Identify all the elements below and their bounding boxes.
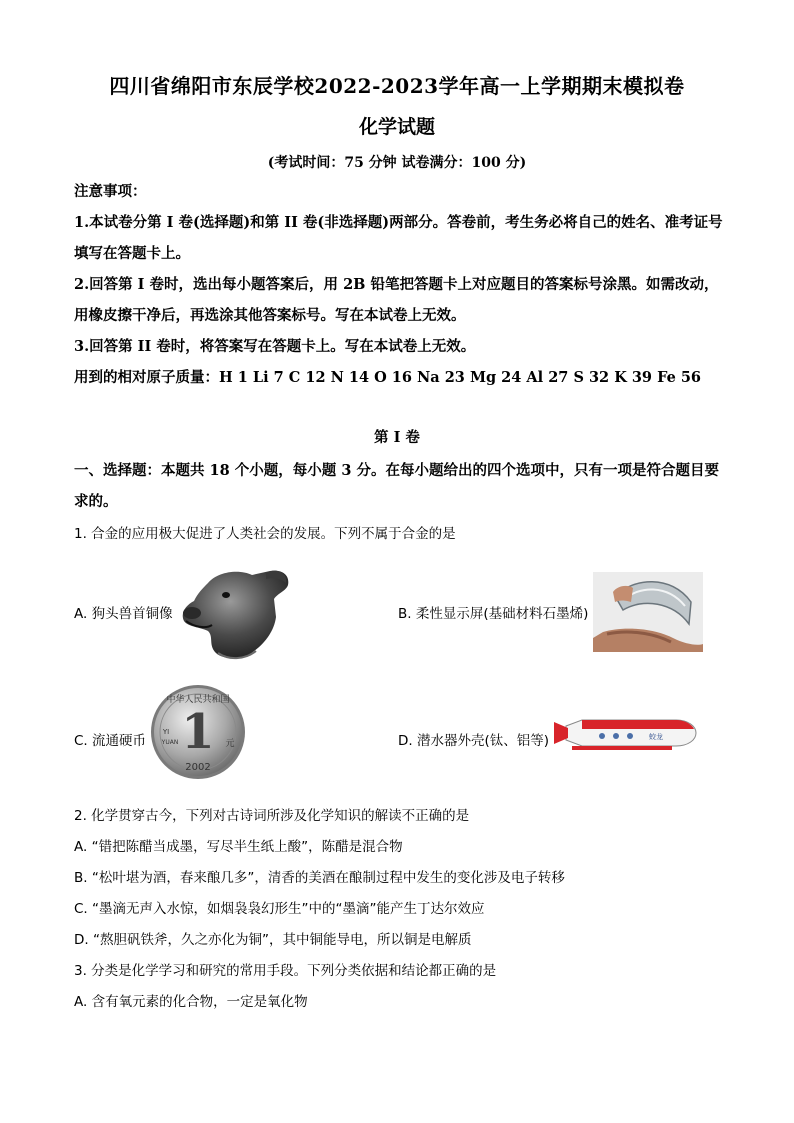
question-1-option-d: D. 潜水器外壳(钛、铝等) — [398, 733, 550, 749]
submersible-image — [552, 712, 698, 754]
question-1-option-a: A. 狗头兽首铜像 — [74, 606, 173, 622]
question-1-option-c: C. 流通硬币 — [74, 733, 147, 749]
atomic-masses: 用到的相对原子质量：H 1 Li 7 C 12 N 14 O 16 Na 23 Mg 24 Al 27 S 32 K 39 Fe 56 — [74, 369, 702, 386]
question-1-stem: 1. 合金的应用极大促进了人类社会的发展。下列不属于合金的是 — [74, 526, 456, 542]
question-2-option-b: B. “松叶堪为酒，春来酿几多”，清香的美酒在酿制过程中发生的变化涉及电子转移 — [74, 870, 565, 886]
exam-subject: 化学试题 — [358, 116, 435, 138]
submersible-label: 蛟龙 — [649, 733, 663, 741]
coin-image — [150, 684, 246, 780]
question-2-option-d: D. “熬胆矾铁斧，久之亦化为铜”，其中铜能导电，所以铜是电解质 — [74, 932, 472, 948]
coin-year: 2002 — [185, 762, 211, 773]
coin-digit: 1 — [181, 704, 215, 760]
question-1-option-b: B. 柔性显示屏(基础材料石墨烯) — [398, 606, 589, 622]
volume-heading: 第 I 卷 — [374, 429, 420, 446]
question-2-option-c: C. “墨滴无声入水惊，如烟袅袅幻形生”中的“墨滴”能产生丁达尔效应 — [74, 901, 485, 917]
coin-unit: 元 — [225, 739, 235, 749]
part1-heading: 一、选择题：本题共 18 个小题，每小题 3 分。在每小题给出的四个选项中，只有一项是符合题目要求的。 — [74, 462, 719, 510]
dog-head-bronze-image — [178, 565, 294, 661]
question-3-stem: 3. 分类是化学学习和研究的常用手段。下列分类依据和结论都正确的是 — [74, 963, 497, 979]
coin-pinyin-2: YUAN — [161, 739, 179, 746]
question-2-option-a: A. “错把陈醋当成墨，写尽半生纸上酸”，陈醋是混合物 — [74, 839, 403, 855]
notes-heading: 注意事项： — [74, 183, 147, 200]
question-3-option-a: A. 含有氧元素的化合物，一定是氧化物 — [74, 994, 308, 1010]
note-item-2: 2.回答第 I 卷时，选出每小题答案后，用 2B 铅笔把答题卡上对应题目的答案标号涂黑。如需改动，用橡皮擦干净后，再选涂其他答案标号。写在本试卷上无效。 — [74, 276, 719, 324]
note-item-1: 1.本试卷分第 I 卷(选择题)和第 II 卷(非选择题)两部分。答卷前，考生务必将自己的姓名、准考证号填写在答题卡上。 — [74, 214, 723, 262]
question-2-stem: 2. 化学贯穿古今，下列对古诗词所涉及化学知识的解读不正确的是 — [74, 808, 470, 824]
exam-info: (考试时间：75 分钟 试卷满分：100 分) — [267, 155, 527, 171]
note-item-3: 3.回答第 II 卷时，将答案写在答题卡上。写在本试卷上无效。 — [74, 338, 476, 355]
exam-title: 四川省绵阳市东辰学校2022-2023学年高一上学期期末模拟卷 — [109, 74, 685, 98]
flexible-display-image — [593, 572, 703, 652]
coin-pinyin-1: YI — [162, 728, 170, 736]
coin-top-text: 中华人民共和国 — [166, 695, 230, 705]
